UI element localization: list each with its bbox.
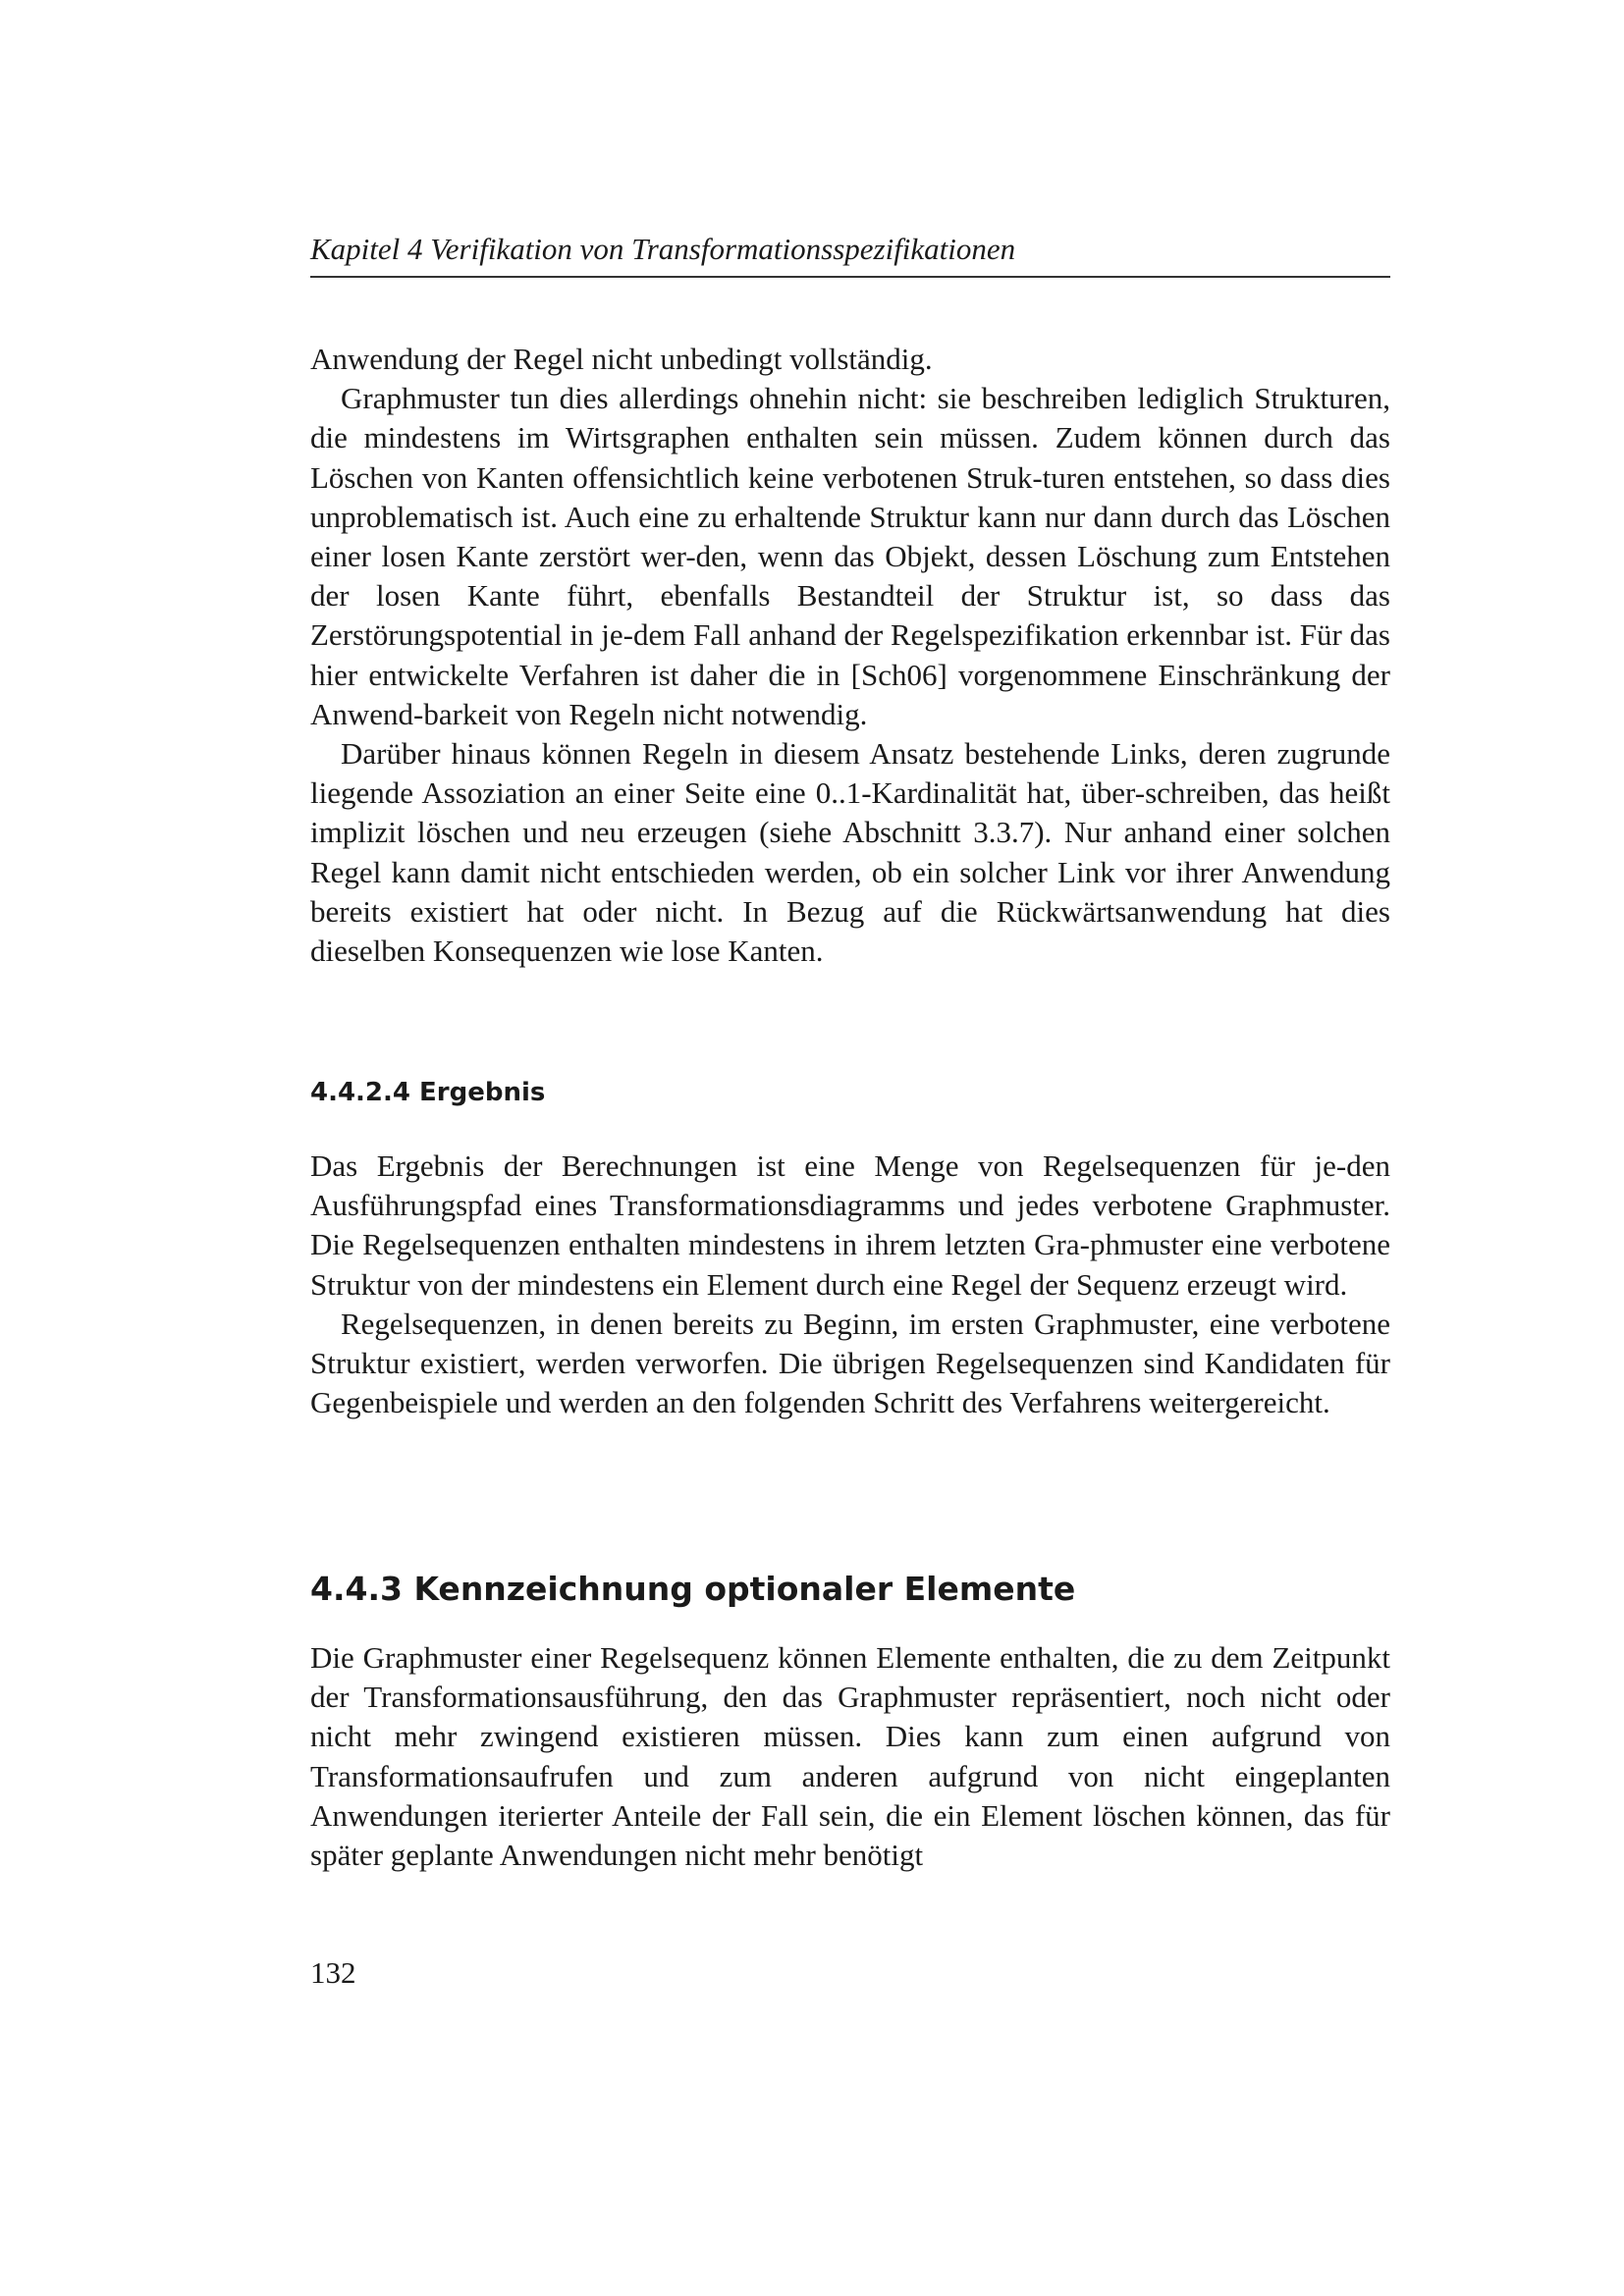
paragraph: Graphmuster tun dies allerdings ohnehin nicht: sie beschreiben lediglich Strukturen, die mindestens im Wirtsgraphen enthalten sein müssen. Zudem können durch das Löschen von Kanten offensichtlich keine verbotenen Struk-​turen entstehen, so dass dies unproblematisch ist. Auch eine zu erhaltende Struktur kann nur dann durch das Löschen einer losen Kante zerstört wer-​den, wenn das Objekt, dessen Löschung zum Entstehen der losen Kante führt, ebenfalls Bestandteil der Struktur ist, so dass das Zerstörungspotential in je-​dem Fall anhand der Regelspezifikation erkennbar ist. Für das hier entwickelte Verfahren ist daher die in [Sch06] vorgenommene Einschränkung der Anwend-​barkeit von Regeln nicht notwendig. — [310, 381, 1390, 731]
header-rule — [310, 276, 1390, 278]
paragraph: Regelsequenzen, in denen bereits zu Beginn, im ersten Graphmuster, eine verbotene Struktur existiert, werden verworfen. Die übrigen Regelsequenzen sind Kandidaten für Gegenbeispiele und werden an den folgenden Schritt des Verfahrens weitergereicht. — [310, 1306, 1390, 1420]
section-heading-443: 4.4.3 Kennzeichnung optionaler Elemente — [310, 1570, 1076, 1608]
section-continued-body — [310, 340, 1390, 971]
paragraph: Darüber hinaus können Regeln in diesem Ansatz bestehende Links, deren zugrunde liegende Assoziation an einer Seite eine 0..1-Kardinalität hat, über-​schreiben, das heißt implizit löschen und neu erzeugen (siehe Abschnitt 3.3.7). Nur anhand einer solchen Regel kann damit nicht entschieden werden, ob ein solcher Link vor ihrer Anwendung bereits existiert hat oder nicht. In Bezug auf die Rückwärtsanwendung hat dies dieselben Konsequenzen wie lose Kanten. — [310, 736, 1390, 969]
subsection-4424-body — [310, 1147, 1390, 1422]
paragraph: Die Graphmuster einer Regelsequenz können Elemente enthalten, die zu dem Zeitpunkt der Transformationsausführung, den das Graphmuster repräsentiert, noch nicht oder nicht mehr zwingend existieren müssen. Dies kann zum einen aufgrund von Transformationsaufrufen und zum anderen aufgrund von nicht eingeplanten Anwendungen iterierter Anteile der Fall sein, die ein Element löschen können, das für später geplante Anwendungen nicht mehr benötigt — [310, 1640, 1390, 1873]
section-443-body — [310, 1638, 1390, 1875]
page-number: 132 — [310, 1955, 356, 1990]
running-header: Kapitel 4 Verifikation von Transformationsspezifikationen — [310, 232, 1016, 266]
paragraph: Anwendung der Regel nicht unbedingt vollständig. — [310, 342, 933, 376]
paragraph: Das Ergebnis der Berechnungen ist eine Menge von Regelsequenzen für je-​den Ausführungspfad eines Transformationsdiagramms und jedes verbotene Graphmuster. Die Regelsequenzen enthalten mindestens in ihrem letzten Gra-​phmuster eine verbotene Struktur von der mindestens ein Element durch eine Regel der Sequenz erzeugt wird. — [310, 1148, 1390, 1302]
subsection-heading-4424: 4.4.2.4 Ergebnis — [310, 1078, 546, 1107]
